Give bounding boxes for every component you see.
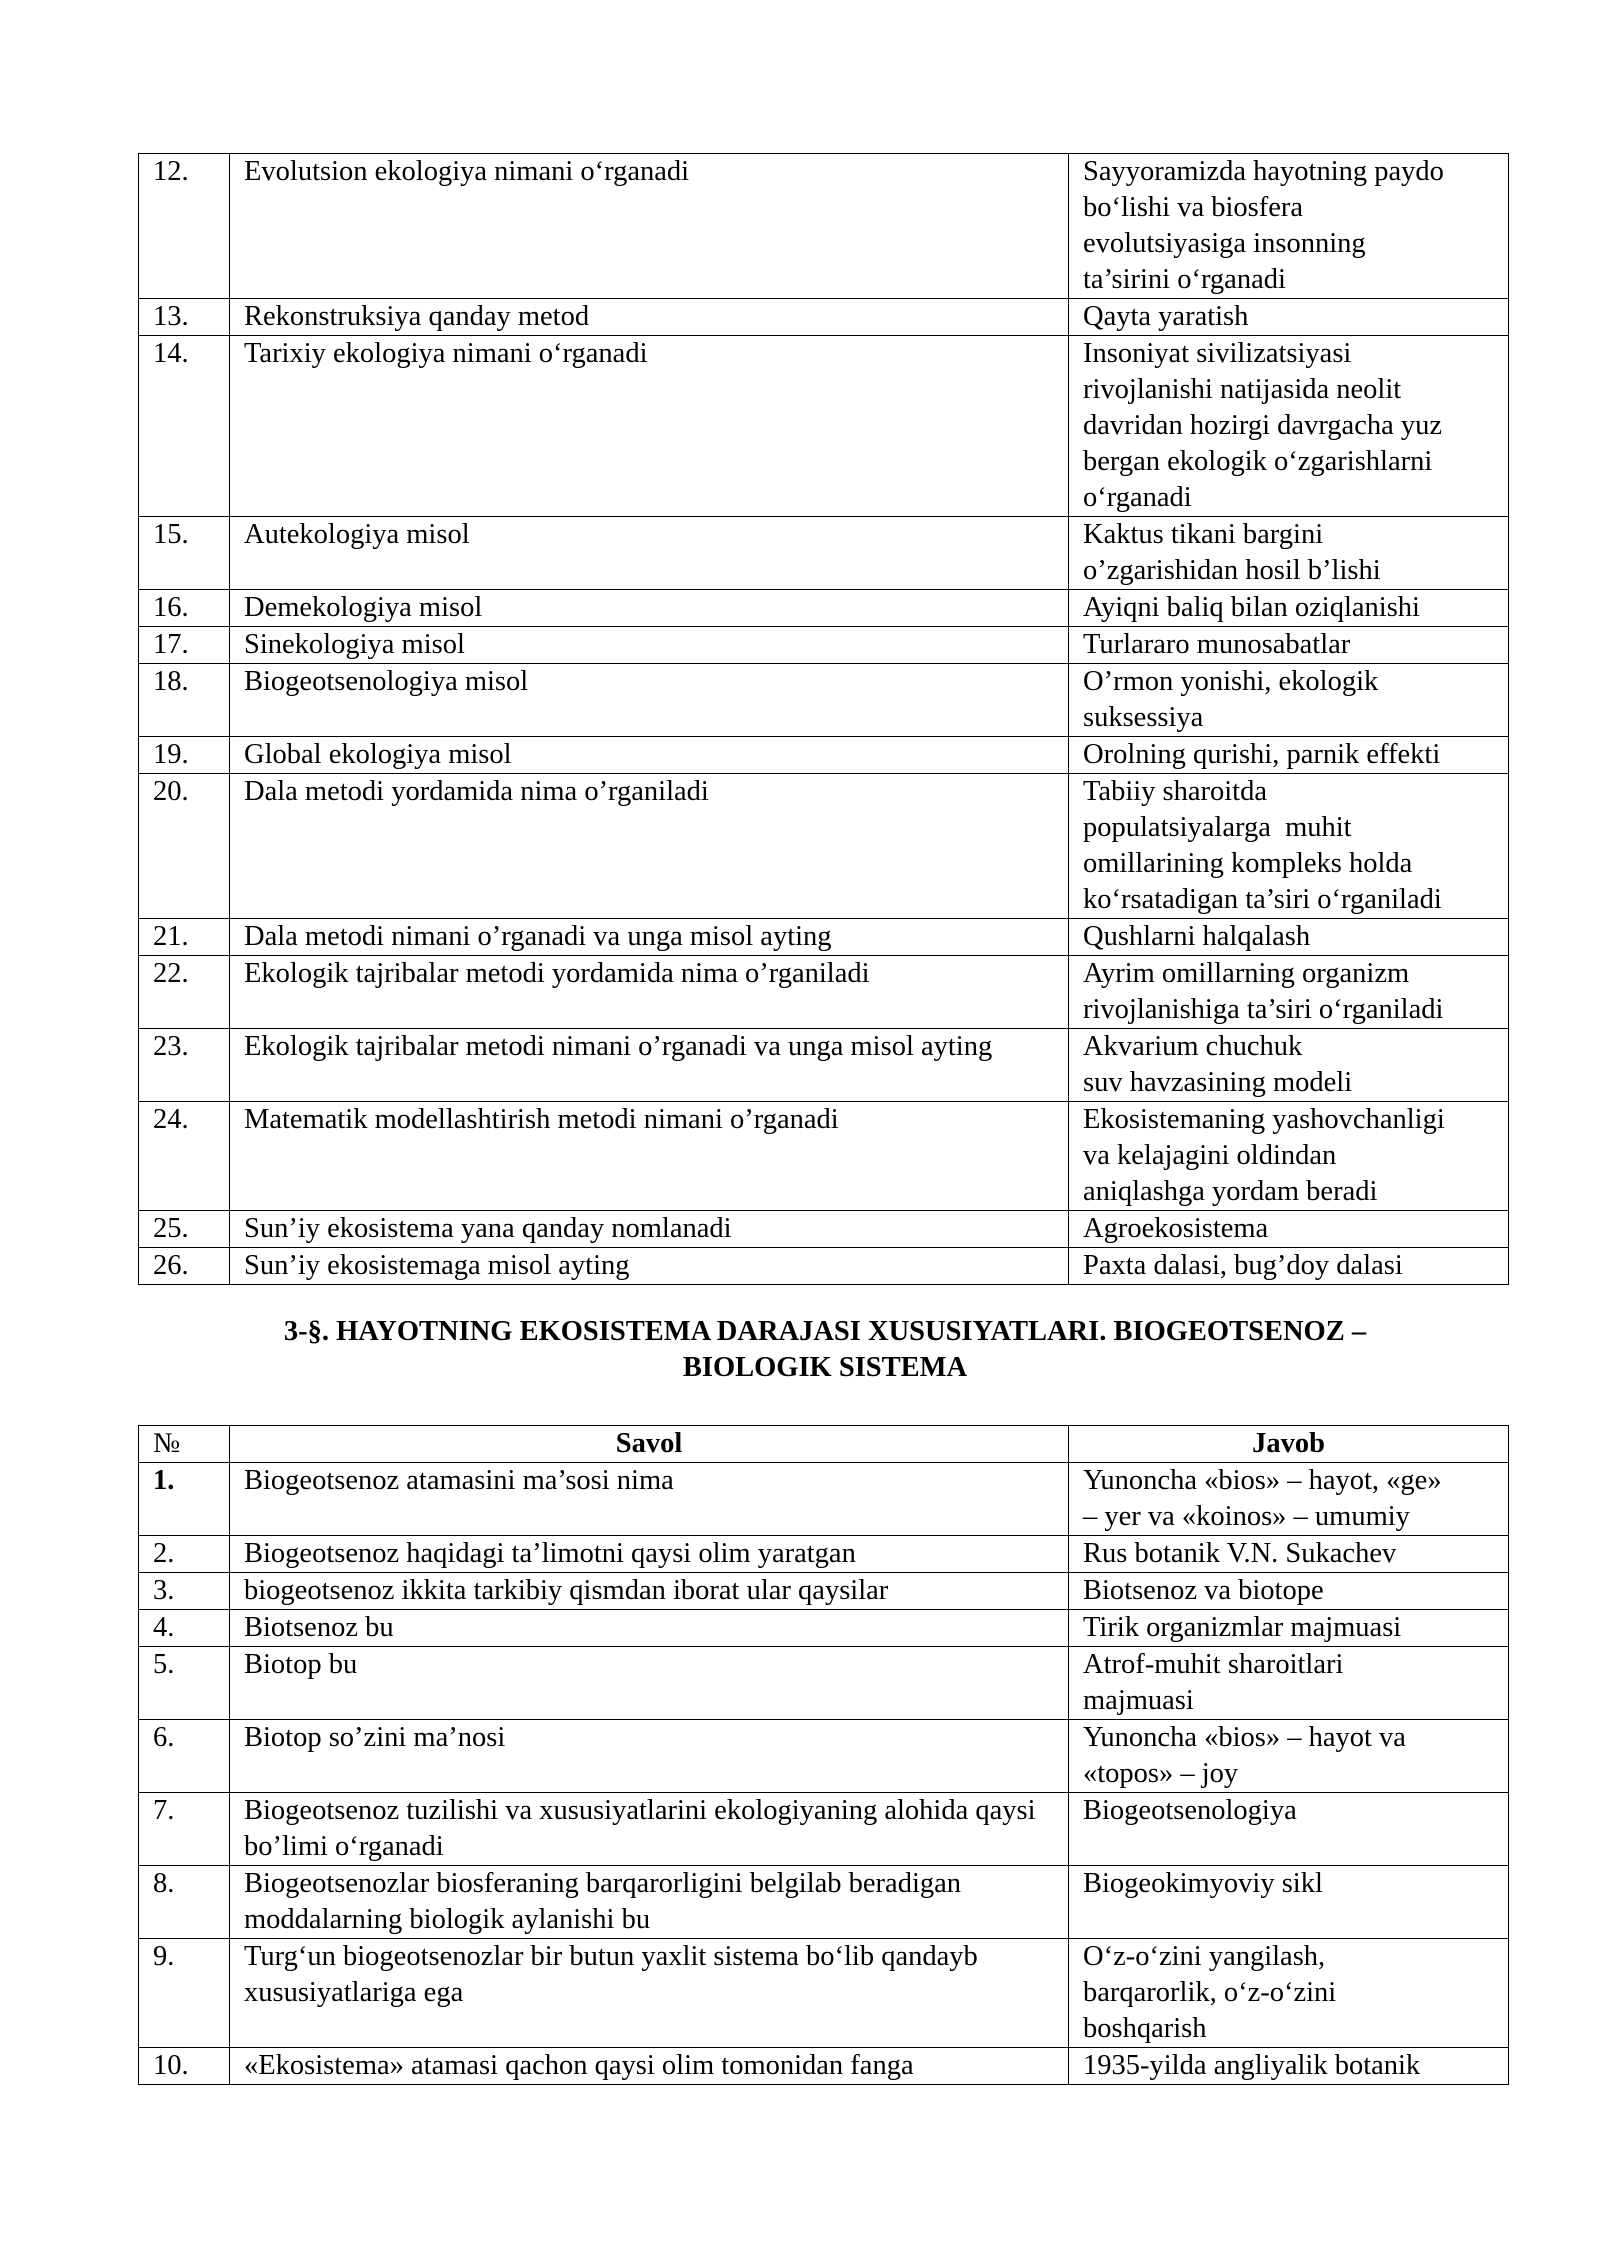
- row-number: 2.: [139, 1536, 230, 1573]
- row-question: Turg‘un biogeotsenozlar bir butun yaxlit sistema bo‘lib qandayb xususiyatlariga ega: [230, 1939, 1069, 2048]
- answer-line: ko‘rsatadigan ta’siri o‘rganiladi: [1083, 884, 1442, 915]
- row-number: 6.: [139, 1720, 230, 1793]
- row-number: 10.: [139, 2048, 230, 2085]
- table-row: [139, 1866, 1509, 1939]
- answer-line: aniqlashga yordam beradi: [1083, 1176, 1378, 1207]
- answer-line: rivojlanishi natijasida neolit: [1083, 374, 1402, 405]
- table1-body: [139, 154, 1509, 1285]
- row-question: Ekologik tajribalar metodi nimani o’rganadi va unga misol ayting: [230, 1029, 1069, 1102]
- row-question: Sun’iy ekosistemaga misol ayting: [230, 1248, 1069, 1285]
- row-answer: [1069, 590, 1509, 627]
- row-question: Ekologik tajribalar metodi yordamida nima o’rganiladi: [230, 956, 1069, 1029]
- row-number: 23.: [139, 1029, 230, 1102]
- row-question: Biogeotsenoz haqidagi ta’limotni qaysi olim yaratgan: [230, 1536, 1069, 1573]
- answer-line: Kaktus tikani bargini: [1083, 519, 1324, 550]
- row-number: 13.: [139, 299, 230, 336]
- row-question: Biogeotsenologiya misol: [230, 664, 1069, 737]
- answer-line: «topos» – joy: [1083, 1758, 1239, 1789]
- answer-line: Qayta yaratish: [1083, 301, 1249, 332]
- row-question: Rekonstruksiya qanday metod: [230, 299, 1069, 336]
- row-answer: [1069, 774, 1509, 919]
- answer-line: – yer va «koinos» – umumiy: [1083, 1501, 1410, 1532]
- table-row: [139, 1211, 1509, 1248]
- table2-header: [139, 1426, 1509, 1463]
- table-row: [139, 627, 1509, 664]
- answer-line: Tirik organizmlar majmuasi: [1083, 1612, 1402, 1643]
- answer-line: Ekosistemaning yashovchanligi: [1083, 1104, 1445, 1135]
- answer-line: Insoniyat sivilizatsiyasi: [1083, 338, 1352, 369]
- row-number: 3.: [139, 1573, 230, 1610]
- row-answer: [1069, 154, 1509, 299]
- row-question: Biotop bu: [230, 1647, 1069, 1720]
- qa-table-biogeocenosis: [138, 1425, 1509, 2085]
- row-question: Matematik modellashtirish metodi nimani o’rganadi: [230, 1102, 1069, 1211]
- header-row: [139, 1426, 1509, 1463]
- table-row: [139, 664, 1509, 737]
- header-question: Savol: [230, 1426, 1069, 1463]
- answer-line: bergan ekologik o‘zgarishlarni: [1083, 446, 1433, 477]
- row-answer: [1069, 1866, 1509, 1939]
- table-row: [139, 919, 1509, 956]
- table-row: [139, 737, 1509, 774]
- answer-line: 1935-yilda angliyalik botanik: [1083, 2050, 1421, 2081]
- row-answer: [1069, 1573, 1509, 1610]
- table-row: [139, 1102, 1509, 1211]
- table-row: [139, 299, 1509, 336]
- answer-line: Yunoncha «bios» – hayot va: [1083, 1722, 1406, 1753]
- row-number: 16.: [139, 590, 230, 627]
- row-question: Biogeotsenoz atamasini ma’sosi nima: [230, 1463, 1069, 1536]
- row-answer: [1069, 517, 1509, 590]
- row-question: Biogeotsenoz tuzilishi va xususiyatlarini ekologiyaning alohida qaysi bo’limi o‘rganadi: [230, 1793, 1069, 1866]
- section-heading-line1: 3-§. HAYOTNING EKOSISTEMA DARAJASI XUSUSIYATLARI. BIOGEOTSENOZ –: [283, 1316, 1367, 1347]
- answer-line: Biotsenoz va biotope: [1083, 1575, 1324, 1606]
- row-answer: [1069, 1939, 1509, 2048]
- answer-line: Orolning qurishi, parnik effekti: [1083, 739, 1441, 770]
- table-row: [139, 1793, 1509, 1866]
- row-answer: [1069, 1211, 1509, 1248]
- table-row: [139, 1610, 1509, 1647]
- answer-line: o’zgarishidan hosil b’lishi: [1083, 555, 1381, 586]
- row-number: 17.: [139, 627, 230, 664]
- table-row: [139, 154, 1509, 299]
- answer-line: evolutsiyasiga insonning: [1083, 228, 1366, 259]
- row-question: Demekologiya misol: [230, 590, 1069, 627]
- row-number: 4.: [139, 1610, 230, 1647]
- row-number: 8.: [139, 1866, 230, 1939]
- answer-line: Sayyoramizda hayotning paydo: [1083, 156, 1444, 187]
- header-number: №: [139, 1426, 230, 1463]
- row-question: Tarixiy ekologiya nimani o‘rganadi: [230, 336, 1069, 517]
- row-answer: [1069, 1248, 1509, 1285]
- row-number: 1.: [139, 1463, 230, 1536]
- row-answer: [1069, 336, 1509, 517]
- answer-line: ta’sirini o‘rganadi: [1083, 264, 1286, 295]
- row-question: Sun’iy ekosistema yana qanday nomlanadi: [230, 1211, 1069, 1248]
- answer-line: O’rmon yonishi, ekologik: [1083, 666, 1379, 697]
- row-answer: [1069, 1610, 1509, 1647]
- row-number: 15.: [139, 517, 230, 590]
- answer-line: Turlararo munosabatlar: [1083, 629, 1351, 660]
- table2-body: [139, 1463, 1509, 2085]
- section-heading: [140, 1314, 1510, 1386]
- row-answer: [1069, 1536, 1509, 1573]
- answer-line: Yunoncha «bios» – hayot, «ge»: [1083, 1465, 1442, 1496]
- row-number: 26.: [139, 1248, 230, 1285]
- row-question: Evolutsion ekologiya nimani o‘rganadi: [230, 154, 1069, 299]
- answer-line: omillarining kompleks holda: [1083, 848, 1413, 879]
- row-answer: [1069, 627, 1509, 664]
- table-row: [139, 1029, 1509, 1102]
- header-answer: Javob: [1069, 1426, 1509, 1463]
- answer-line: populatsiyalarga muhit: [1083, 812, 1352, 843]
- row-question: Sinekologiya misol: [230, 627, 1069, 664]
- answer-line: barqarorlik, o‘z-o‘zini: [1083, 1977, 1337, 2008]
- answer-line: boshqarish: [1083, 2013, 1207, 2044]
- table-row: [139, 1536, 1509, 1573]
- row-answer: [1069, 737, 1509, 774]
- row-question: Biotop so’zini ma’nosi: [230, 1720, 1069, 1793]
- answer-line: va kelajagini oldindan: [1083, 1140, 1337, 1171]
- row-number: 24.: [139, 1102, 230, 1211]
- table-row: [139, 1647, 1509, 1720]
- row-answer: [1069, 956, 1509, 1029]
- answer-line: Ayrim omillarning organizm: [1083, 958, 1410, 989]
- answer-line: Qushlarni halqalash: [1083, 921, 1311, 952]
- row-answer: [1069, 1793, 1509, 1866]
- row-answer: [1069, 1720, 1509, 1793]
- table-row: [139, 774, 1509, 919]
- row-answer: [1069, 299, 1509, 336]
- answer-line: majmuasi: [1083, 1685, 1194, 1716]
- row-question: Biotsenoz bu: [230, 1610, 1069, 1647]
- answer-line: Agroekosistema: [1083, 1213, 1269, 1244]
- row-number: 25.: [139, 1211, 230, 1248]
- table-row: [139, 336, 1509, 517]
- row-answer: [1069, 1029, 1509, 1102]
- table-row: [139, 590, 1509, 627]
- table-row: [139, 1720, 1509, 1793]
- answer-line: suksessiya: [1083, 702, 1204, 733]
- table-row: [139, 956, 1509, 1029]
- answer-line: suv havzasining modeli: [1083, 1067, 1353, 1098]
- row-number: 18.: [139, 664, 230, 737]
- table-row: [139, 1248, 1509, 1285]
- row-answer: [1069, 664, 1509, 737]
- row-question: Dala metodi yordamida nima o’rganiladi: [230, 774, 1069, 919]
- answer-line: Akvarium chuchuk: [1083, 1031, 1303, 1062]
- row-number: 19.: [139, 737, 230, 774]
- table-row: [139, 2048, 1509, 2085]
- answer-line: davridan hozirgi davrgacha yuz: [1083, 410, 1443, 441]
- row-answer: [1069, 2048, 1509, 2085]
- answer-line: Ayiqni baliq bilan oziqlanishi: [1083, 592, 1420, 623]
- row-number: 9.: [139, 1939, 230, 2048]
- row-answer: [1069, 1102, 1509, 1211]
- answer-line: Tabiiy sharoitda: [1083, 776, 1267, 807]
- row-question: «Ekosistema» atamasi qachon qaysi olim tomonidan fanga: [230, 2048, 1069, 2085]
- row-question: Autekologiya misol: [230, 517, 1069, 590]
- table-row: [139, 1939, 1509, 2048]
- answer-line: rivojlanishiga ta’siri o‘rganiladi: [1083, 994, 1444, 1025]
- table-row: [139, 1573, 1509, 1610]
- row-question: biogeotsenoz ikkita tarkibiy qismdan iborat ular qaysilar: [230, 1573, 1069, 1610]
- answer-line: Paxta dalasi, bug’doy dalasi: [1083, 1250, 1403, 1281]
- row-question: Dala metodi nimani o’rganadi va unga misol ayting: [230, 919, 1069, 956]
- row-number: 14.: [139, 336, 230, 517]
- answer-line: Biogeokimyoviy sikl: [1083, 1868, 1323, 1899]
- answer-line: o‘rganadi: [1083, 482, 1192, 513]
- row-question: Biogeotsenozlar biosferaning barqarorligini belgilab beradigan moddalarning biologik aylanishi bu: [230, 1866, 1069, 1939]
- row-question: Global ekologiya misol: [230, 737, 1069, 774]
- table-row: [139, 1463, 1509, 1536]
- qa-table-ecology-methods: [138, 153, 1509, 1285]
- table-row: [139, 517, 1509, 590]
- row-answer: [1069, 919, 1509, 956]
- row-number: 12.: [139, 154, 230, 299]
- answer-line: Rus botanik V.N. Sukachev: [1083, 1538, 1397, 1569]
- row-answer: [1069, 1463, 1509, 1536]
- row-number: 20.: [139, 774, 230, 919]
- answer-line: O‘z-o‘zini yangilash,: [1083, 1941, 1326, 1972]
- answer-line: Atrof-muhit sharoitlari: [1083, 1649, 1344, 1680]
- row-number: 5.: [139, 1647, 230, 1720]
- row-answer: [1069, 1647, 1509, 1720]
- answer-line: bo‘lishi va biosfera: [1083, 192, 1304, 223]
- row-number: 21.: [139, 919, 230, 956]
- row-number: 7.: [139, 1793, 230, 1866]
- section-heading-line2: BIOLOGIK SISTEMA: [682, 1352, 968, 1383]
- row-number: 22.: [139, 956, 230, 1029]
- answer-line: Biogeotsenologiya: [1083, 1795, 1297, 1826]
